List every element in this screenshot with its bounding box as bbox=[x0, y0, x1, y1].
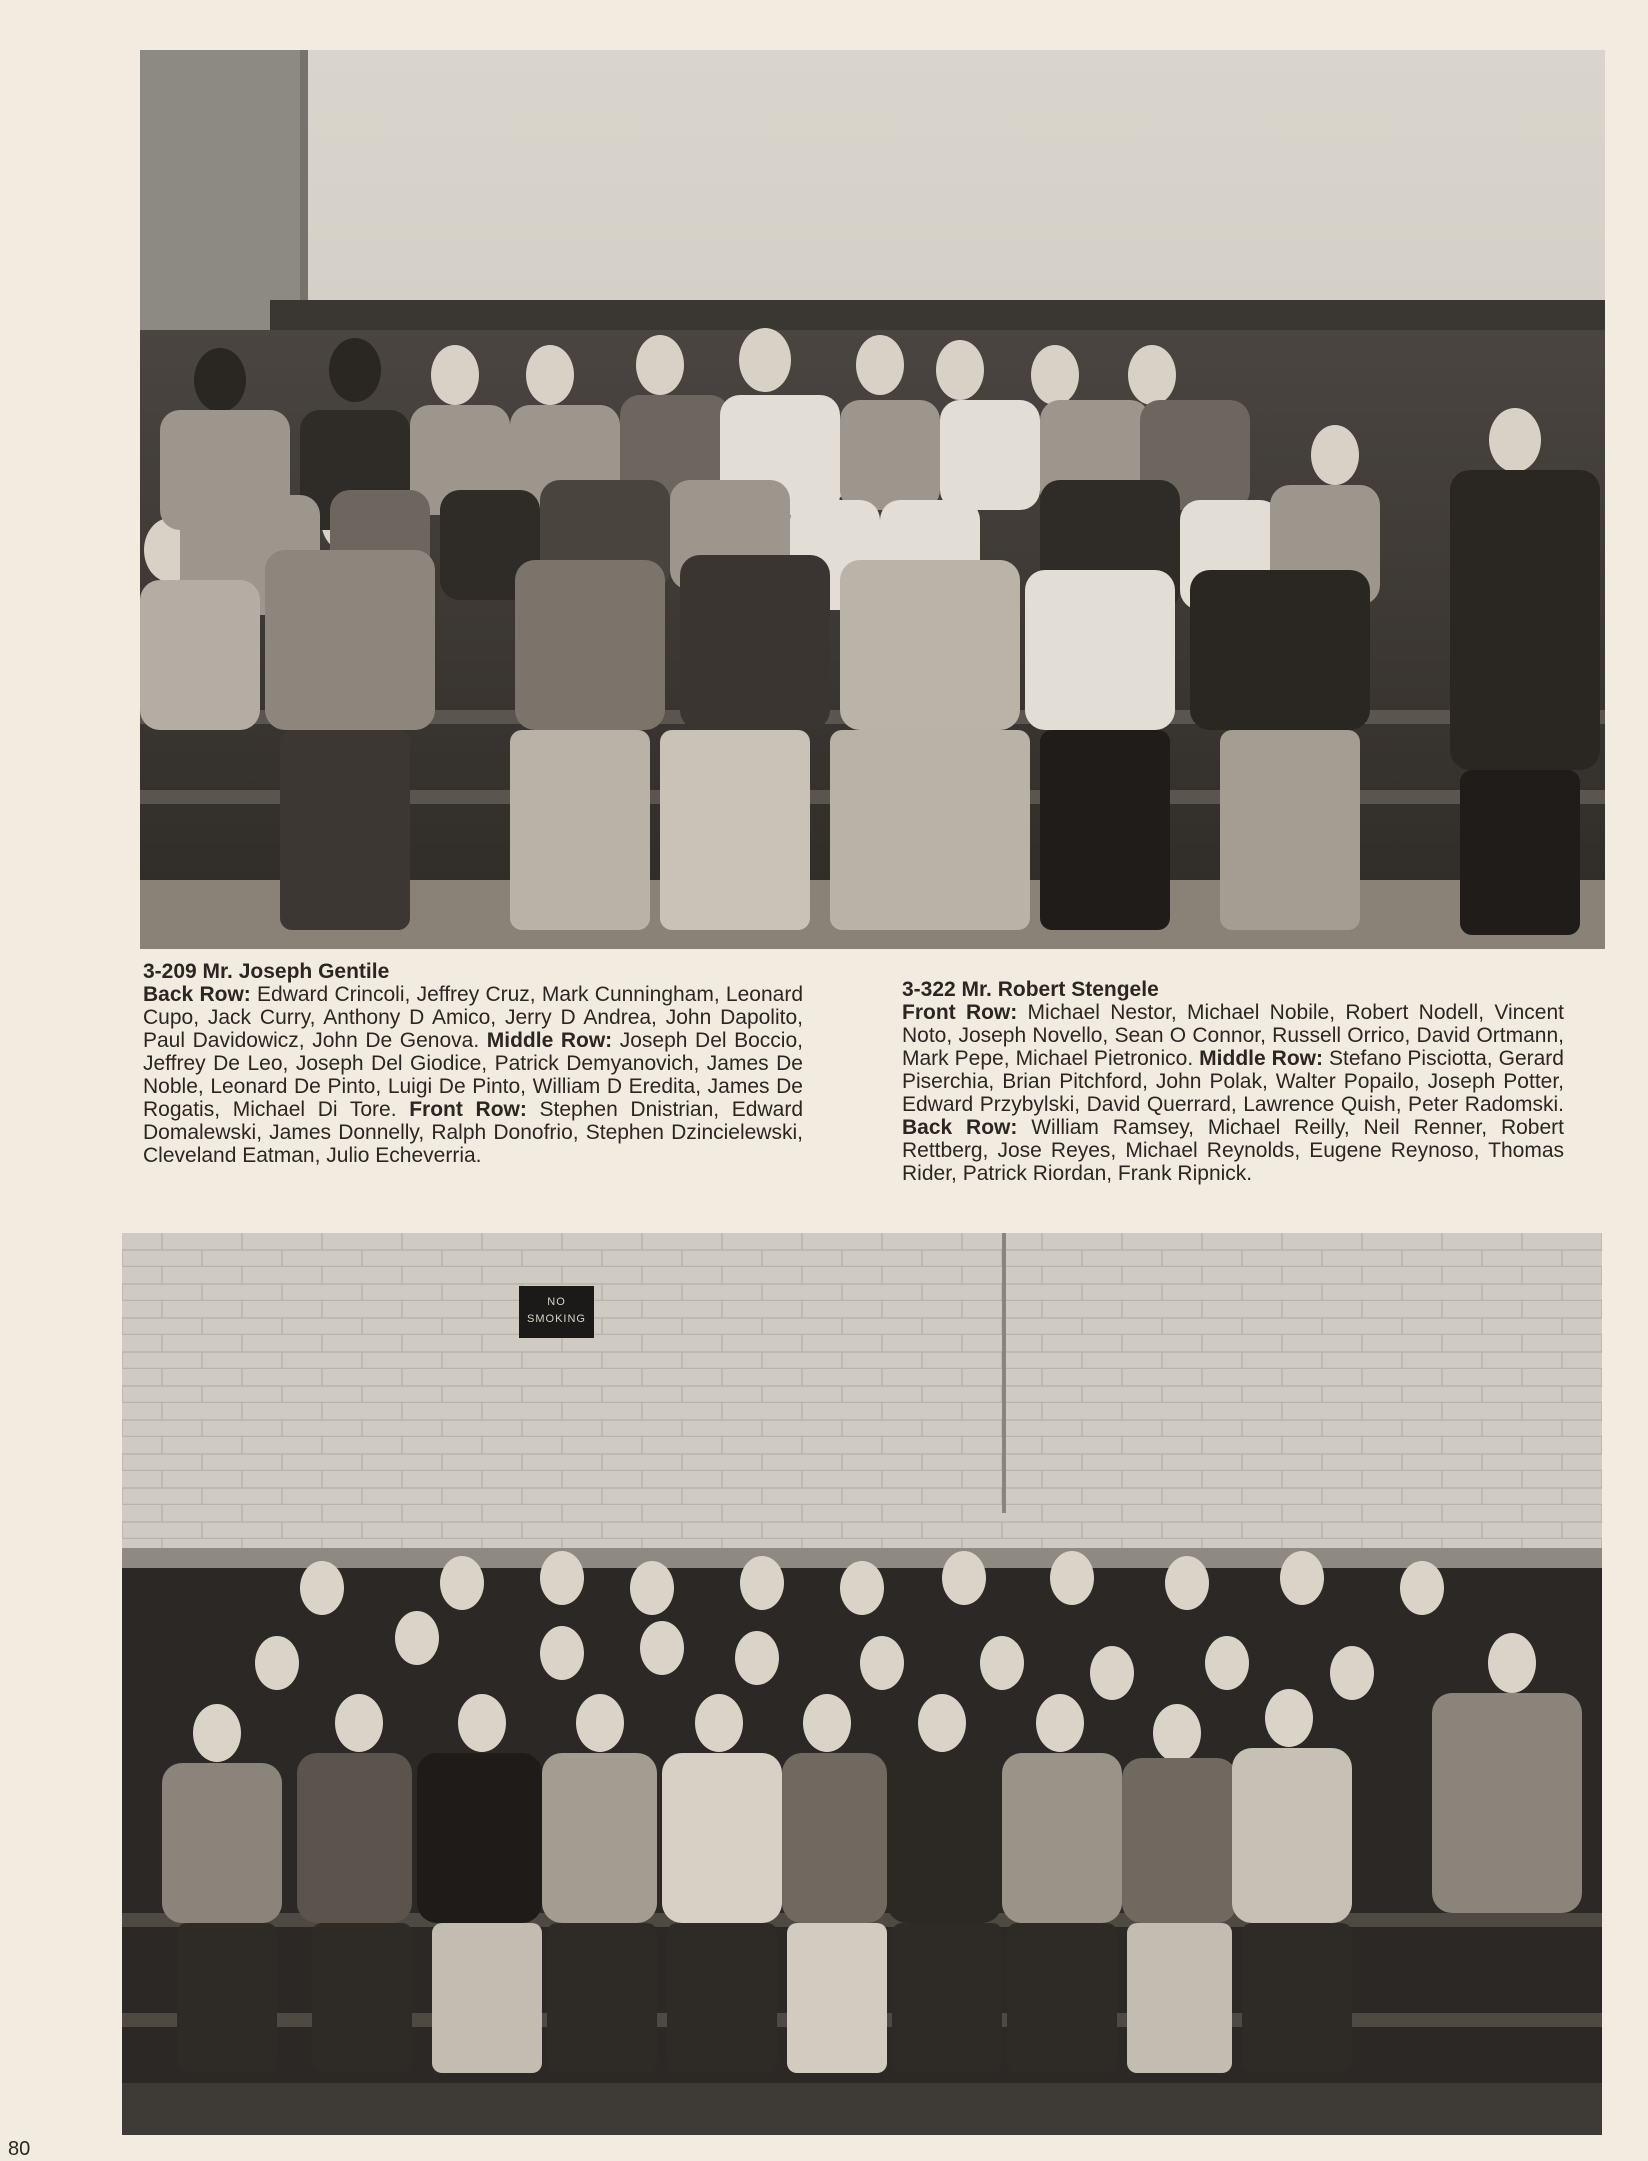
row-label-back: Back Row: bbox=[902, 1116, 1018, 1139]
sign-line-1: NO bbox=[547, 1296, 566, 1308]
names-middle-row: Joseph Del Boccio, Jeffrey De Leo, Joseph Del Giodice, Patrick Demyanovich, James De Noble, Leonard De Pinto, Luigi De Pinto, William D Eredita, James De Rogatis, Michael Di Tore. bbox=[143, 1029, 803, 1121]
class-photo-3-209-image bbox=[140, 50, 1605, 949]
homeroom-title: 3-209 Mr. Joseph Gentile bbox=[143, 960, 390, 983]
sign-line-2: SMOKING bbox=[527, 1313, 586, 1325]
names-back-row: William Ramsey, Michael Reilly, Neil Renner, Robert Rettberg, Jose Reyes, Michael Reynolds, Eugene Reynoso, Thomas Rider, Patrick Riordan, Frank Ripnick. bbox=[902, 1116, 1564, 1185]
names-back-row: Edward Crincoli, Jeffrey Cruz, Mark Cunningham, Leonard Cupo, Jack Curry, Anthony D Amico, Jerry D Andrea, John Dapolito, Paul Davidowicz, John De Genova. bbox=[143, 983, 804, 1052]
class-photo-3-322 bbox=[122, 1233, 1602, 2135]
names-middle-row: Stefano Pisciotta, Gerard Piserchia, Brian Pitchford, John Polak, Walter Popailo, Joseph Potter, Edward Przybylski, David Querrard, Lawrence Quish, Peter Radomski. bbox=[902, 1047, 1564, 1116]
row-label-back: Back Row: bbox=[143, 983, 251, 1006]
no-smoking-sign bbox=[519, 1286, 594, 1338]
row-label-middle: Middle Row: bbox=[486, 1029, 613, 1052]
homeroom-title: 3-322 Mr. Robert Stengele bbox=[902, 978, 1159, 1001]
class-photo-3-209 bbox=[140, 50, 1605, 949]
row-label-front: Front Row: bbox=[409, 1098, 527, 1121]
caption-homeroom-3-209 bbox=[143, 960, 803, 1167]
row-label-middle: Middle Row: bbox=[1199, 1047, 1323, 1070]
names-front-row: Stephen Dnistrian, Edward Domalewski, James Donnelly, Ralph Donofrio, Stephen Dzincielewski, Cleveland Eatman, Julio Echeverria. bbox=[143, 1098, 804, 1167]
class-photo-3-322-image bbox=[122, 1233, 1602, 2135]
caption-homeroom-3-322 bbox=[902, 978, 1564, 1185]
page-number: 80 bbox=[8, 2138, 31, 2160]
names-front-row: Michael Nestor, Michael Nobile, Robert Nodell, Vincent Noto, Joseph Novello, Sean O Connor, Russell Orrico, David Ortmann, Mark Pepe, Michael Pietronico. bbox=[902, 1001, 1564, 1070]
row-label-front: Front Row: bbox=[902, 1001, 1018, 1024]
